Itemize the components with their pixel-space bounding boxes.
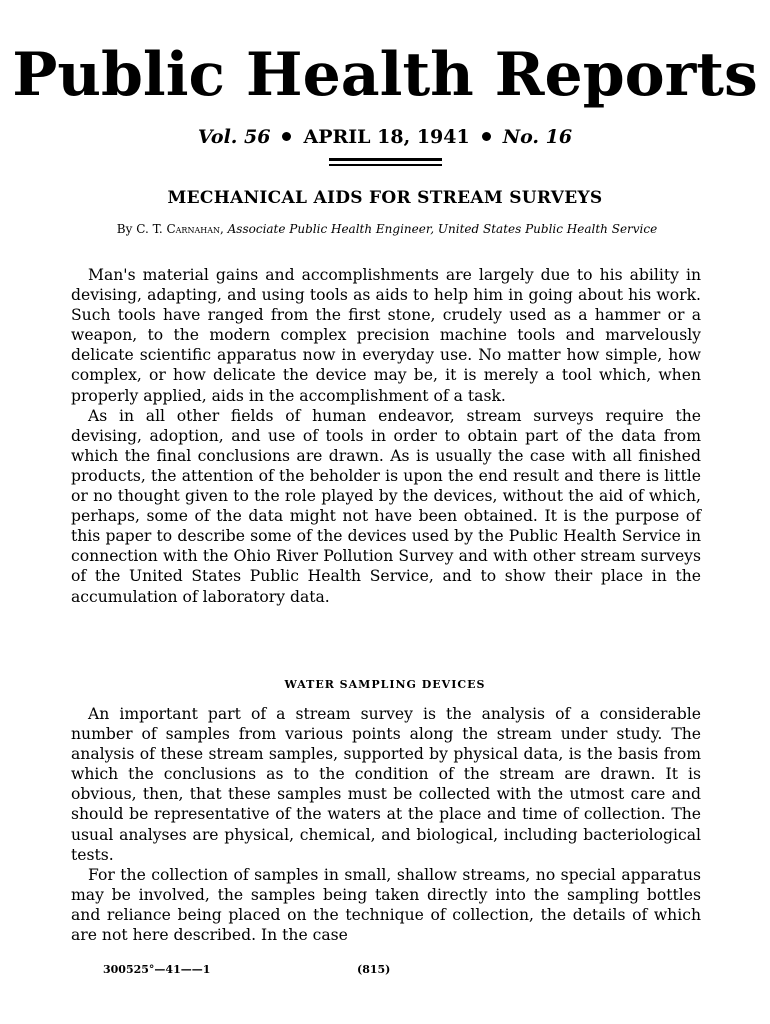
section-text <box>71 704 701 945</box>
page-number: (815) <box>357 963 391 976</box>
byline-prefix: By <box>116 222 133 236</box>
bullet-separator <box>482 132 491 141</box>
divider-rule <box>329 164 442 166</box>
author-affiliation: Associate Public Health Engineer, United States Public Health Service <box>227 222 658 236</box>
divider-rule <box>329 158 442 161</box>
journal-masthead: Public Health Reports <box>12 40 758 110</box>
paragraph: An important part of a stream survey is the analysis of a considerable number of samples from various points along the stream under study. The analysis of these stream samples, supported by physical data, is the basis from which the conclusions as to the condition of the stream are drawn. It is obvious, then, that these samples must be collected with the utmost care and should be representative of the waters at the place and time of collection. The usual analyses are physical, chemical, and biological, including bacteriological tests. <box>71 705 701 864</box>
paragraph: For the collection of samples in small, shallow streams, no special apparatus may be involved, the samples being taken directly into the sampling bottles and reliance being placed on the technique of collection, the details of which are not here described. In the case <box>71 865 701 945</box>
issue-number: No. 16 <box>502 126 573 148</box>
issue-date: APRIL 18, 1941 <box>303 126 470 148</box>
paragraph: As in all other fields of human endeavor, stream surveys require the devising, adoption, and use of tools in order to obtain part of the data from which the final conclusions are drawn. As is usually the case with all finished products, the attention of the beholder is upon the end result and there is little or no thought given to the role played by the devices, without the aid of which, perhaps, some of the data might not have been obtained. It is the purpose of this paper to describe some of the devices used by the Public Health Service in connection with the Ohio River Pollution Survey and with other stream surveys of the United States Public Health Service, and to show their place in the accumulation of laboratory data. <box>71 406 701 606</box>
section-heading: WATER SAMPLING DEVICES <box>284 678 486 691</box>
issue-line <box>0 125 770 149</box>
author-name: C. T. Carnahan, <box>136 222 224 236</box>
article-title: MECHANICAL AIDS FOR STREAM SURVEYS <box>167 188 603 208</box>
bullet-separator <box>282 132 291 141</box>
intro-text <box>71 265 701 607</box>
paragraph: Man's material gains and accomplishments are largely due to his ability in devising, adapting, and using tools as aids to help him in going about his work. Such tools have ranged from the first stone, crudely used as a hammer or a weapon, to the modern complex precision machine tools and marvelously delicate scientific apparatus now in everyday use. No matter how simple, how complex, or how delicate the device may be, it is merely a tool which, when properly applied, aids in the accomplishment of a task. <box>71 266 701 405</box>
print-code: 300525°—41——1 <box>103 963 211 976</box>
byline <box>71 220 703 238</box>
volume-label: Vol. 56 <box>197 126 271 148</box>
